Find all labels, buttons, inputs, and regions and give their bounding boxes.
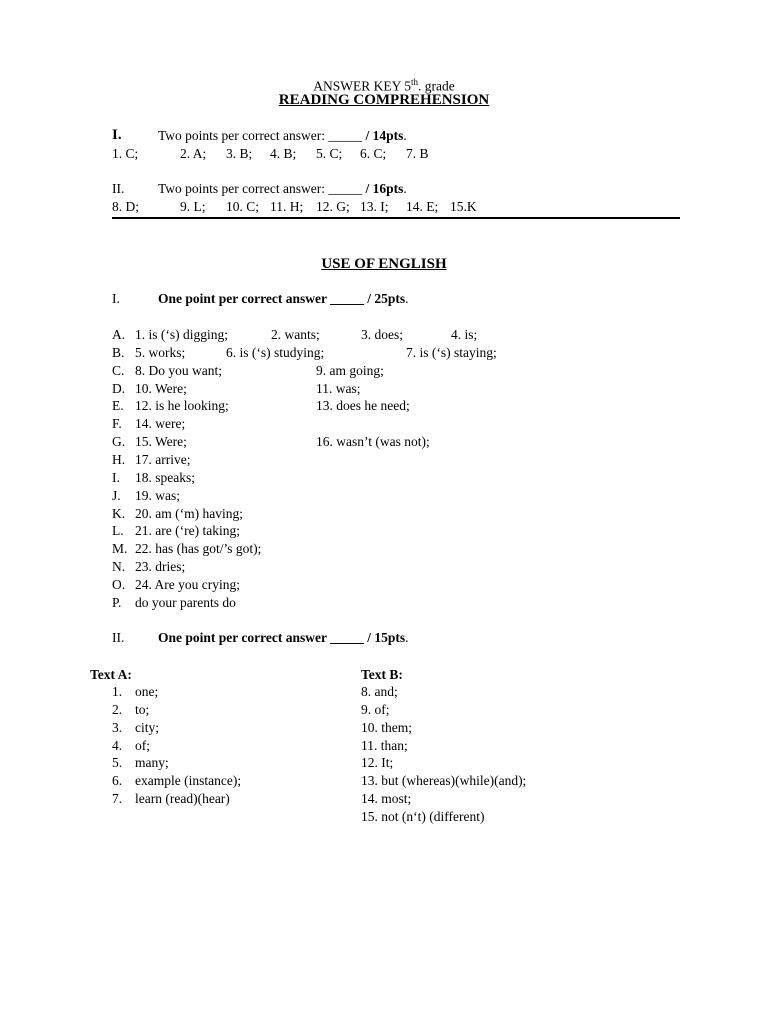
row-letter: B. xyxy=(112,345,125,360)
answer-cell: 8. Do you want; xyxy=(135,363,222,378)
rc-part1-instruction-text: Two points per correct answer: _____ xyxy=(158,128,366,143)
row-letter: N. xyxy=(112,559,126,574)
rc-part2-period: . xyxy=(403,181,407,196)
rc-answer: 10. C; xyxy=(226,199,260,214)
rc-answer: 2. A; xyxy=(180,146,207,161)
text-b-answer: 14. most; xyxy=(361,791,412,806)
answer-cell: do your parents do xyxy=(135,595,236,610)
text-b-answer: 11. than; xyxy=(361,738,408,753)
uoe-part2-instruction xyxy=(158,630,408,646)
text-b-answer: 13. but (whereas)(while)(and); xyxy=(361,773,527,788)
section-divider xyxy=(112,217,680,219)
row-letter: J. xyxy=(112,488,121,503)
uoe-part1-instruction-text: One point per correct answer _____ / 25pts xyxy=(158,291,406,306)
rc-part1-points: / 14pts xyxy=(365,128,404,143)
rc-answer: 15.K xyxy=(450,199,477,214)
answer-cell: 6. is (‘s) studying; xyxy=(226,345,325,360)
rc-part1-numeral: I. xyxy=(112,127,122,143)
text-a-answer: many; xyxy=(135,755,169,770)
title-suffix: . grade xyxy=(418,78,455,94)
text-b-answer: 9. of; xyxy=(361,702,390,717)
text-a-answer: city; xyxy=(135,720,159,735)
rc-part2-numeral: II. xyxy=(112,181,125,196)
text-a-heading: Text A: xyxy=(90,667,132,682)
title-text: ANSWER KEY 5 xyxy=(313,78,411,94)
text-a-answer: one; xyxy=(135,684,159,699)
rc-answer: 12. G; xyxy=(316,199,350,214)
text-b-answer: 15. not (n‘t) (different) xyxy=(361,809,485,824)
rc-answer: 1. C; xyxy=(112,146,139,161)
reading-comprehension-heading: READING COMPREHENSION xyxy=(278,92,490,108)
text-b-answer: 10. them; xyxy=(361,720,412,735)
answer-cell: 9. am going; xyxy=(316,363,384,378)
rc-answer: 13. I; xyxy=(360,199,389,214)
answer-cell: 15. Were; xyxy=(135,434,187,449)
answer-cell: 10. Were; xyxy=(135,381,187,396)
answer-cell: 2. wants; xyxy=(271,327,320,342)
rc-answer: 14. E; xyxy=(406,199,439,214)
answer-cell: 7. is (‘s) staying; xyxy=(406,345,497,360)
uoe-part1-period: . xyxy=(405,291,409,306)
rc-part2-instruction xyxy=(158,181,407,197)
row-letter: E. xyxy=(112,398,124,413)
answer-cell: 21. are (‘re) taking; xyxy=(135,523,240,538)
rc-answer: 11. H; xyxy=(270,199,304,214)
rc-part1-period: . xyxy=(403,128,407,143)
row-letter: P. xyxy=(112,595,122,610)
rc-answer: 4. B; xyxy=(270,146,297,161)
rc-part2-points: / 16pts xyxy=(365,181,404,196)
rc-answer: 3. B; xyxy=(226,146,253,161)
rc-answer: 5. C; xyxy=(316,146,343,161)
answer-cell: 1. is (‘s) digging; xyxy=(135,327,228,342)
row-letter: G. xyxy=(112,434,126,449)
row-letter: C. xyxy=(112,363,125,378)
row-letter: O. xyxy=(112,577,126,592)
row-letter: A. xyxy=(112,327,126,342)
text-a-number: 2. xyxy=(112,702,123,717)
row-letter: M. xyxy=(112,541,128,556)
uoe-part1-instruction xyxy=(158,291,408,307)
answer-cell: 24. Are you crying; xyxy=(135,577,240,592)
answer-cell: 20. am (‘m) having; xyxy=(135,506,243,521)
text-a-answer: learn (read)(hear) xyxy=(135,791,230,806)
uoe-part2-period: . xyxy=(405,630,409,645)
answer-cell: 14. were; xyxy=(135,416,186,431)
rc-answer: 9. L; xyxy=(180,199,206,214)
answer-cell: 23. dries; xyxy=(135,559,186,574)
row-letter: K. xyxy=(112,506,126,521)
text-a-number: 6. xyxy=(112,773,123,788)
rc-part1-instruction xyxy=(158,128,407,144)
uoe-part1-numeral: I. xyxy=(112,291,120,306)
text-a-answer: example (instance); xyxy=(135,773,242,788)
title-superscript: th xyxy=(411,77,419,87)
answer-cell: 11. was; xyxy=(316,381,361,396)
rc-answer: 8. D; xyxy=(112,199,139,214)
uoe-part2-numeral: II. xyxy=(112,630,125,645)
text-a-number: 5. xyxy=(112,755,123,770)
answer-cell: 17. arrive; xyxy=(135,452,191,467)
answer-cell: 22. has (has got/’s got); xyxy=(135,541,262,556)
text-b-answer: 12. It; xyxy=(361,755,394,770)
answer-cell: 13. does he need; xyxy=(316,398,410,413)
row-letter: D. xyxy=(112,381,126,396)
text-a-answer: of; xyxy=(135,738,150,753)
answer-cell: 3. does; xyxy=(361,327,403,342)
answer-cell: 12. is he looking; xyxy=(135,398,229,413)
answer-cell: 4. is; xyxy=(451,327,478,342)
answer-cell: 19. was; xyxy=(135,488,180,503)
answer-cell: 5. works; xyxy=(135,345,186,360)
rc-answer: 6. C; xyxy=(360,146,387,161)
use-of-english-heading: USE OF ENGLISH xyxy=(321,256,447,272)
row-letter: H. xyxy=(112,452,126,467)
rc-part2-instruction-text: Two points per correct answer: _____ xyxy=(158,181,366,196)
row-letter: I. xyxy=(112,470,120,485)
text-a-number: 3. xyxy=(112,720,123,735)
text-a-answer: to; xyxy=(135,702,150,717)
answer-cell: 16. wasn’t (was not); xyxy=(316,434,430,449)
text-b-heading: Text B: xyxy=(361,667,403,682)
text-b-answer: 8. and; xyxy=(361,684,398,699)
answer-cell: 18. speaks; xyxy=(135,470,195,485)
uoe-part2-instruction-text: One point per correct answer _____ / 15pts xyxy=(158,630,406,645)
text-a-number: 4. xyxy=(112,738,123,753)
text-a-number: 7. xyxy=(112,791,123,806)
rc-answer: 7. B xyxy=(406,146,429,161)
row-letter: L. xyxy=(112,523,124,538)
text-a-number: 1. xyxy=(112,684,123,699)
row-letter: F. xyxy=(112,416,122,431)
